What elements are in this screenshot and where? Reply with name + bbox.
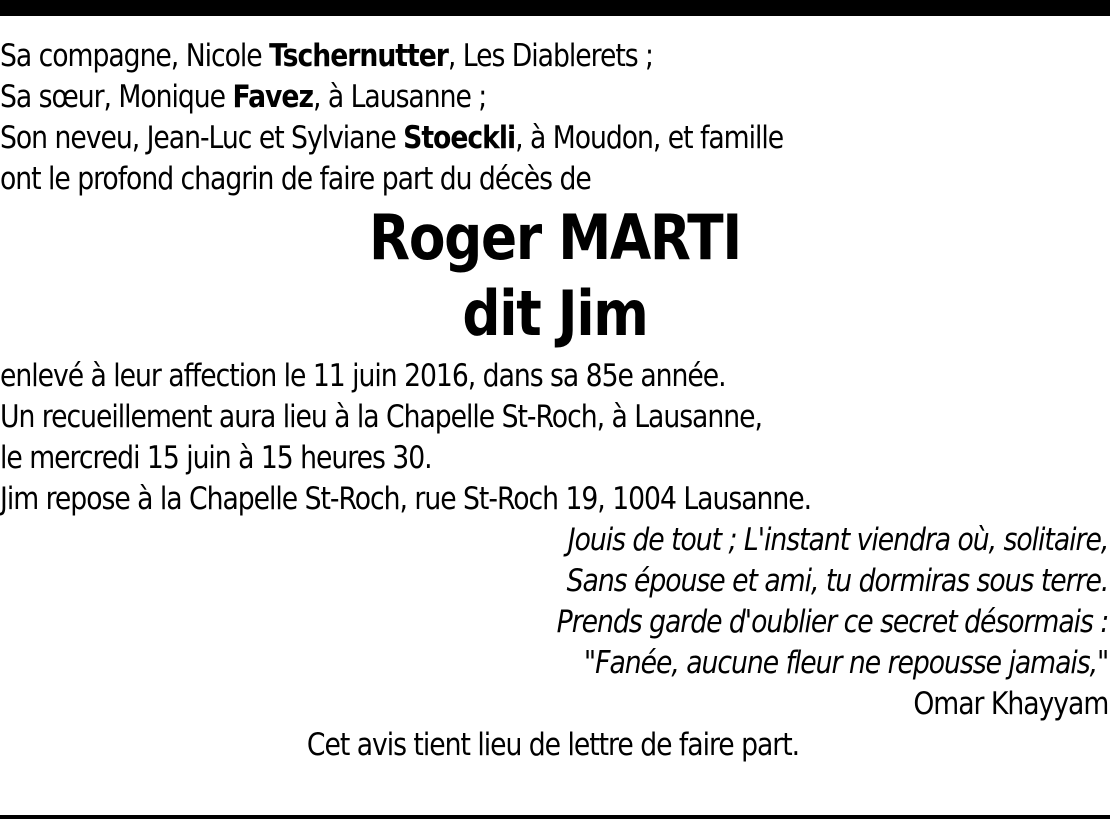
top-border-rule (0, 0, 1110, 16)
family-line-suffix: , à Lausanne ; (312, 79, 487, 115)
deceased-nickname: dit Jim (462, 277, 648, 350)
poem-author: Omar Khayyam (913, 686, 1109, 722)
announcement-line: ont le profond chagrin de faire part du décès de (0, 161, 591, 197)
family-line-prefix: Sa sœur, Monique (0, 79, 233, 115)
family-line-suffix: , Les Diablerets ; (447, 38, 654, 74)
detail-line-rest-place: Jim repose à la Chapelle St-Roch, rue St-Roch 19, 1004 Lausanne. (0, 481, 812, 517)
family-surname: Tschernutter (269, 38, 448, 74)
deceased-name-block (0, 200, 1110, 352)
family-line-companion (0, 36, 955, 77)
poem-line: Jouis de tout ; L'instant viendra où, solitaire, (567, 522, 1109, 558)
poem-line: "Fanée, aucune fleur ne repousse jamais," (583, 645, 1109, 681)
obituary-notice (0, 36, 1110, 766)
family-surname: Favez (232, 79, 313, 115)
family-line-nephew (0, 118, 955, 159)
poem-line: Sans épouse et ami, tu dormiras sous terre. (566, 563, 1109, 599)
detail-line-ceremony-place: Un recueillement aura lieu à la Chapelle St-Roch, à Lausanne, (0, 399, 762, 435)
family-line-prefix: Sa compagne, Nicole (0, 38, 270, 74)
family-surname: Stoeckli (403, 120, 516, 156)
family-line-suffix: , à Moudon, et famille (515, 120, 784, 156)
family-line-prefix: Son neveu, Jean-Luc et Sylviane (0, 120, 404, 156)
poem-line: Prends garde d'oublier ce secret désormais : (556, 604, 1109, 640)
bottom-border-rule (0, 815, 1110, 819)
closing-line: Cet avis tient lieu de lettre de faire part. (306, 727, 800, 763)
deceased-name: Roger MARTI (369, 201, 741, 274)
detail-line-death: enlevé à leur affection le 11 juin 2016, dans sa 85e année. (0, 358, 726, 394)
detail-line-ceremony-time: le mercredi 15 juin à 15 heures 30. (0, 440, 432, 476)
family-line-sister (0, 77, 955, 118)
